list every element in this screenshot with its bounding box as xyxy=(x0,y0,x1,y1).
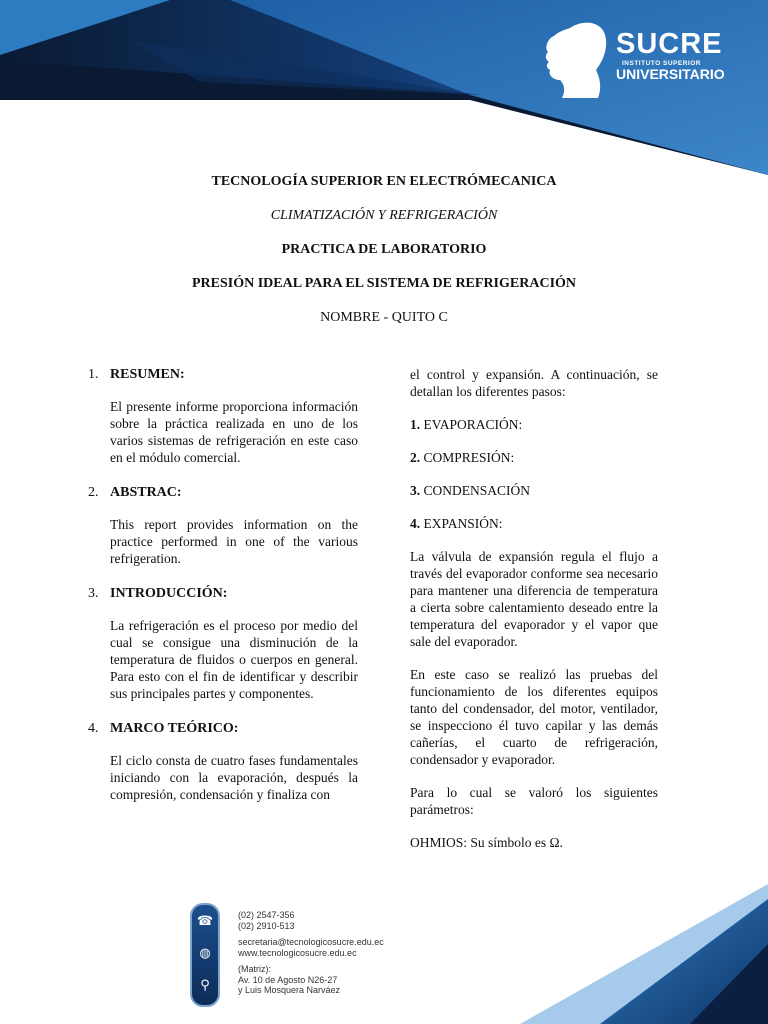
career-title: TECNOLOGÍA SUPERIOR EN ELECTRÓMECANICA xyxy=(211,174,557,189)
right-column xyxy=(410,366,658,867)
phone-icon: ☎ xyxy=(196,914,214,929)
paragraph: La válvula de expansión regula el flujo a través del evaporador conforme sea necesario para mantener una diferencia de temperatura a cierta sobre calentamiento deseado entre la temperatura del evaporador y el vapor que sale del evaporador. xyxy=(410,549,658,649)
section-body: El presente informe proporciona información sobre la práctica realizada en uno de los varios sistemas de refrigeración en este caso en el módulo comercial. xyxy=(110,399,358,465)
section-heading xyxy=(88,585,358,602)
contact-card xyxy=(190,903,220,1007)
location-pin-icon: ⚲ xyxy=(200,978,210,993)
section-heading xyxy=(88,366,358,383)
step-number: 3. xyxy=(410,483,421,498)
section-number: 2. xyxy=(88,485,99,500)
step-number: 4. xyxy=(410,516,421,531)
step-item xyxy=(410,416,658,433)
step-item xyxy=(410,515,658,532)
address-line-2: y Luis Mosquera Narváez xyxy=(238,985,341,995)
doc-type-title: PRACTICA DE LABORATORIO xyxy=(281,242,487,257)
section-title: ABSTRAC: xyxy=(110,485,182,500)
paragraph: el control y expansión. A continuación, se detallan los diferentes pasos: xyxy=(410,367,658,399)
phone-2: (02) 2910-513 xyxy=(238,920,295,931)
left-column xyxy=(88,366,358,821)
step-number: 1. xyxy=(410,417,421,432)
step-item xyxy=(410,449,658,466)
paragraph: OHMIOS: Su símbolo es Ω. xyxy=(410,835,563,850)
step-label: EXPANSIÓN: xyxy=(423,516,503,531)
step-number: 2. xyxy=(410,450,421,465)
step-label: COMPRESIÓN: xyxy=(423,450,515,465)
step-label: EVAPORACIÓN: xyxy=(423,417,523,432)
globe-icon: ◍ xyxy=(199,946,211,961)
logo-subtitle: INSTITUTO SUPERIOR xyxy=(622,60,701,67)
address-line-1: Av. 10 de Agosto N26-27 xyxy=(238,974,338,985)
website-link[interactable]: www.tecnologicosucre.edu.ec xyxy=(238,947,357,958)
contact-info xyxy=(238,910,384,996)
name-line: NOMBRE - QUITO C xyxy=(320,310,448,325)
section-body: El ciclo consta de cuatro fases fundamentales iniciando con la evaporación, después la compresión, condensación y finaliza con xyxy=(110,753,358,802)
section-body: This report provides information on the practice performed in one of the various refrigeration. xyxy=(110,517,358,566)
section-number: 4. xyxy=(88,721,99,736)
step-label: CONDENSACIÓN xyxy=(423,483,531,498)
section-title: MARCO TEÓRICO: xyxy=(110,721,239,736)
logo-name2: UNIVERSITARIO xyxy=(616,66,725,82)
logo-name: SUCRE xyxy=(616,28,723,60)
topic-title: PRESIÓN IDEAL PARA EL SISTEMA DE REFRIGERACIÓN xyxy=(191,276,577,291)
phone-1: (02) 2547-356 xyxy=(238,910,295,920)
section-heading xyxy=(88,484,358,501)
subject-title: CLIMATIZACIÓN Y REFRIGERACIÓN xyxy=(270,208,498,223)
paragraph: En este caso se realizó las pruebas del funcionamiento de los diferentes equipos tanto del condensador, del motor, ventilador, se inspecciono él tuvo capilar y las demás cañerías, el cuarto de refrigeración, condensador y evaporador. xyxy=(410,667,658,767)
section-title: RESUMEN: xyxy=(110,367,185,382)
paragraph: Para lo cual se valoró los siguientes parámetros: xyxy=(410,785,658,817)
section-heading xyxy=(88,720,358,737)
email-link[interactable]: secretaria@tecnologicosucre.edu.ec xyxy=(238,937,384,947)
section-body: La refrigeración es el proceso por medio del cual se consigue una disminución de la temperatura de fluidos o cuerpos en general. Para esto con el fin de identificar y describir sus principales partes y componentes. xyxy=(110,618,358,701)
section-title: INTRODUCCIÓN: xyxy=(110,586,228,601)
footer-banner xyxy=(0,884,768,1024)
step-item xyxy=(410,482,658,499)
document-titles xyxy=(0,173,768,326)
section-number: 3. xyxy=(88,586,99,601)
address-label: (Matriz): xyxy=(238,964,271,974)
section-number: 1. xyxy=(88,367,99,382)
